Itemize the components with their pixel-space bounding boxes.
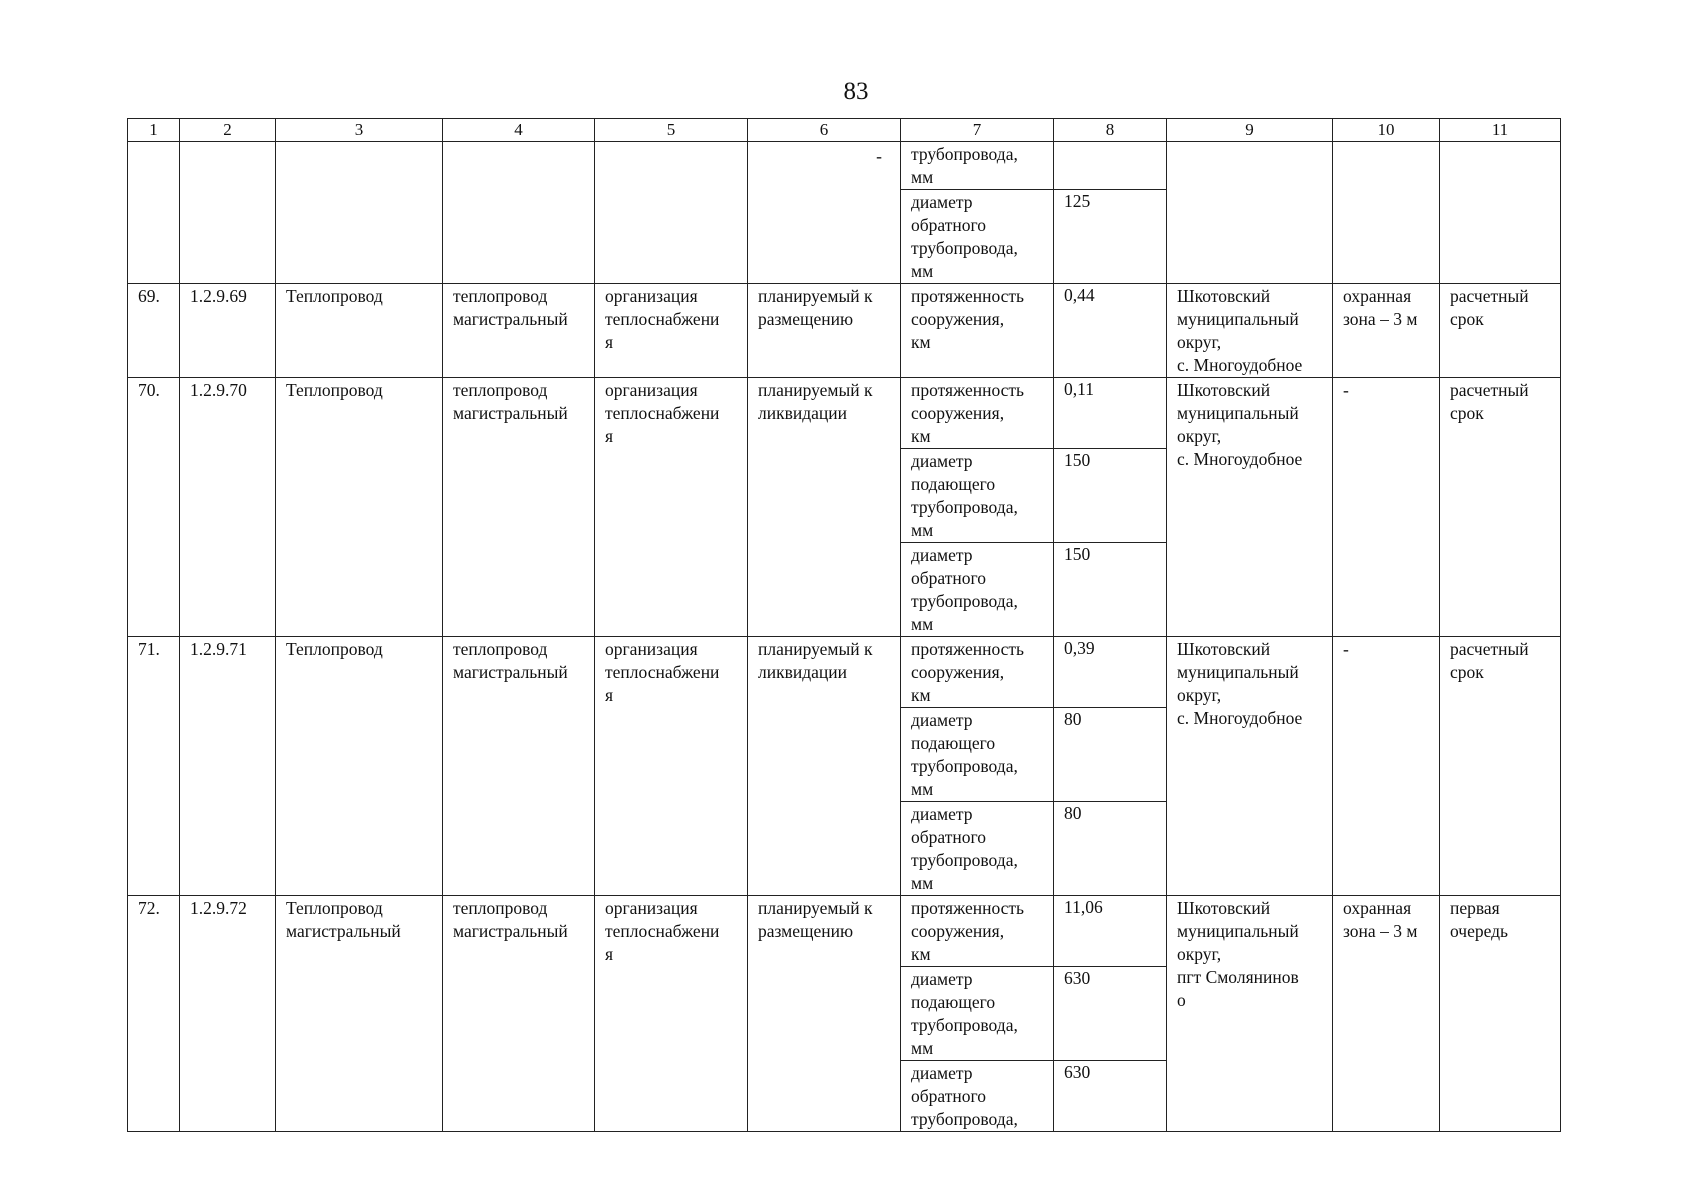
- param-value: 150: [1054, 543, 1167, 637]
- cell-location: Шкотовский муниципальный округ, с. Многоудобное: [1167, 284, 1333, 378]
- cell-zone: [1333, 142, 1440, 284]
- cell-status: планируемый к размещению: [748, 896, 901, 1132]
- param-label: диаметр подающего трубопровода, мм: [901, 708, 1054, 802]
- cell-zone: -: [1333, 637, 1440, 896]
- column-number: 7: [901, 119, 1054, 142]
- cell-status: планируемый к ликвидации: [748, 378, 901, 637]
- cell-name: Теплопровод: [276, 378, 443, 637]
- cell-name: Теплопровод: [276, 284, 443, 378]
- cell-code: [180, 142, 276, 284]
- param-value: 630: [1054, 1061, 1167, 1132]
- param-value: 80: [1054, 708, 1167, 802]
- cell-purpose: организация теплоснабжени я: [595, 284, 748, 378]
- table-row: [128, 284, 1561, 378]
- cell-status: планируемый к размещению: [748, 284, 901, 378]
- continuation-row: [128, 142, 1561, 190]
- cell-name: Теплопровод: [276, 637, 443, 896]
- cell-zone: -: [1333, 378, 1440, 637]
- cell-number: [128, 142, 180, 284]
- param-value: 80: [1054, 802, 1167, 896]
- param-label: протяженность сооружения, км: [901, 896, 1054, 967]
- cell-term: расчетный срок: [1440, 284, 1561, 378]
- table-row: [128, 378, 1561, 449]
- cell-type: теплопровод магистральный: [443, 284, 595, 378]
- cell-type: теплопровод магистральный: [443, 896, 595, 1132]
- cell-code: 1.2.9.71: [180, 637, 276, 896]
- column-number-row: [128, 119, 1561, 142]
- objects-table: [127, 118, 1561, 1132]
- column-number: 9: [1167, 119, 1333, 142]
- column-number: 6: [748, 119, 901, 142]
- param-value: 125: [1054, 190, 1167, 284]
- cell-number: 71.: [128, 637, 180, 896]
- cell-location: Шкотовский муниципальный округ, с. Многоудобное: [1167, 378, 1333, 637]
- cell-purpose: организация теплоснабжени я: [595, 896, 748, 1132]
- param-label: диаметр подающего трубопровода, мм: [901, 449, 1054, 543]
- cell-number: 70.: [128, 378, 180, 637]
- table-row: [128, 896, 1561, 967]
- param-label: диаметр обратного трубопровода, мм: [901, 190, 1054, 284]
- page-number: 83: [843, 78, 869, 105]
- continuation-mark: -: [876, 146, 882, 166]
- cell-status: [748, 142, 901, 284]
- column-number: 1: [128, 119, 180, 142]
- column-number: 8: [1054, 119, 1167, 142]
- cell-code: 1.2.9.70: [180, 378, 276, 637]
- cell-location: Шкотовский муниципальный округ, с. Многоудобное: [1167, 637, 1333, 896]
- cell-term: расчетный срок: [1440, 637, 1561, 896]
- param-value: 0,44: [1054, 284, 1167, 378]
- param-value: 150: [1054, 449, 1167, 543]
- param-value: 11,06: [1054, 896, 1167, 967]
- param-label: диаметр обратного трубопровода,: [901, 1061, 1054, 1132]
- cell-purpose: организация теплоснабжени я: [595, 637, 748, 896]
- cell-name: Теплопровод магистральный: [276, 896, 443, 1132]
- cell-location: [1167, 142, 1333, 284]
- cell-number: 72.: [128, 896, 180, 1132]
- param-label: диаметр подающего трубопровода, мм: [901, 967, 1054, 1061]
- cell-status: планируемый к ликвидации: [748, 637, 901, 896]
- param-label: трубопровода, мм: [901, 142, 1054, 190]
- cell-location: Шкотовский муниципальный округ, пгт Смолянинов о: [1167, 896, 1333, 1132]
- cell-purpose: [595, 142, 748, 284]
- cell-type: [443, 142, 595, 284]
- cell-term: [1440, 142, 1561, 284]
- cell-type: теплопровод магистральный: [443, 378, 595, 637]
- cell-zone: охранная зона – 3 м: [1333, 896, 1440, 1132]
- cell-term: расчетный срок: [1440, 378, 1561, 637]
- column-number: 4: [443, 119, 595, 142]
- param-label: протяженность сооружения, км: [901, 284, 1054, 378]
- column-number: 10: [1333, 119, 1440, 142]
- param-value: 630: [1054, 967, 1167, 1061]
- cell-code: 1.2.9.69: [180, 284, 276, 378]
- column-number: 2: [180, 119, 276, 142]
- column-number: 11: [1440, 119, 1561, 142]
- param-label: диаметр обратного трубопровода, мм: [901, 543, 1054, 637]
- cell-number: 69.: [128, 284, 180, 378]
- cell-zone: охранная зона – 3 м: [1333, 284, 1440, 378]
- cell-name: [276, 142, 443, 284]
- column-number: 3: [276, 119, 443, 142]
- param-value: 0,11: [1054, 378, 1167, 449]
- param-label: протяженность сооружения, км: [901, 378, 1054, 449]
- param-label: диаметр обратного трубопровода, мм: [901, 802, 1054, 896]
- table-row: [128, 637, 1561, 708]
- param-value: 0,39: [1054, 637, 1167, 708]
- cell-type: теплопровод магистральный: [443, 637, 595, 896]
- cell-purpose: организация теплоснабжени я: [595, 378, 748, 637]
- param-label: протяженность сооружения, км: [901, 637, 1054, 708]
- column-number: 5: [595, 119, 748, 142]
- cell-code: 1.2.9.72: [180, 896, 276, 1132]
- param-value: [1054, 142, 1167, 190]
- cell-term: первая очередь: [1440, 896, 1561, 1132]
